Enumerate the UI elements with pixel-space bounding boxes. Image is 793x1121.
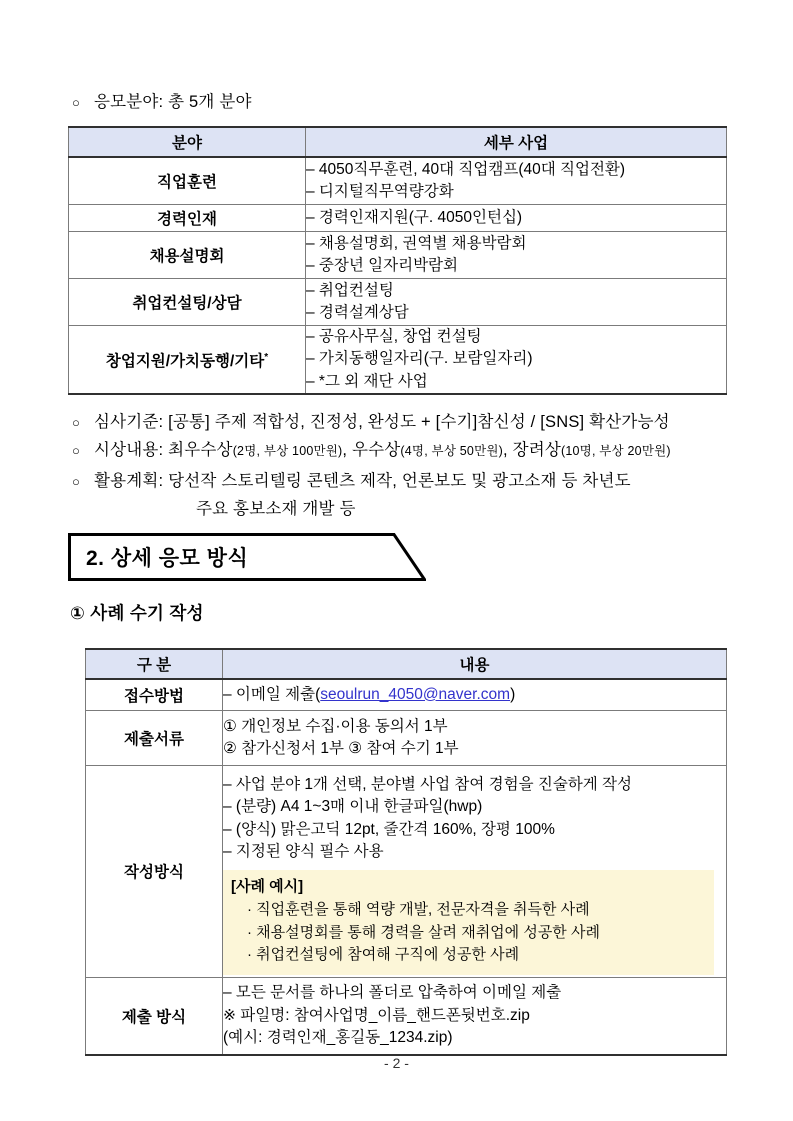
table-row [86,711,727,766]
example-box-title: [사례 예시] [231,877,304,895]
bullet-marker: ○ [72,415,81,430]
cell-details [306,279,727,326]
example-item: · 취업컨설팅에 참여해 구직에 성공한 사례 [247,946,520,964]
cell-content [223,766,727,978]
bullet-marker: ○ [72,474,81,489]
content-line: ① 개인정보 수집·이용 동의서 1부 [223,717,448,735]
cell-content [223,977,727,1055]
bullet-text: 심사기준: [공통] 주제 적합성, 진정성, 완성도 + [수기]참신성 / [SNS] 확산가능성 [94,413,670,431]
section-banner [68,533,426,581]
column-header-content: 내용 [223,649,727,679]
awards-label: 시상내용: [94,441,169,459]
bullet-usage-plan [72,467,631,491]
page-footer: - 2 - [384,1055,409,1071]
cell-category-label: 창업지원/가치동행/기타 [105,352,265,370]
detail-line: – 중장년 일자리박람회 [306,257,458,274]
table-row [69,205,727,232]
cell-category [69,326,306,395]
cell-division: 제출서류 [86,711,223,766]
detail-line: – 경력인재지원(구. 4050인턴십) [306,208,523,226]
cell-details [306,205,727,232]
example-item: · 채용설명회를 통해 경력을 살려 재취업에 성공한 사례 [247,923,600,941]
table-row [69,232,727,279]
cell-details [306,326,727,395]
award-separator: , [503,441,513,459]
content-line: – (분량) A4 1~3매 이내 한글파일(hwp) [223,798,483,816]
bullet-fields [72,88,252,112]
cell-category-superscript: * [264,351,269,363]
table-row [69,157,727,205]
bullet-marker: ○ [72,95,81,110]
column-header-category: 분야 [69,127,306,157]
content-line: – 모든 문서를 하나의 폴더로 압축하여 이메일 제출 [223,984,562,1002]
bullet-usage-plan-continued [196,495,356,519]
cell-category: 채용설명회 [69,232,306,279]
content-line: ② 참가신청서 1부 ③ 참여 수기 1부 [223,740,459,757]
content-line: – 지정된 양식 필수 사용 [223,843,384,861]
award-detail: (2명, 부상 100만원) [232,444,343,458]
award-detail: (10명, 부상 20만원) [561,444,671,458]
table-row [86,679,727,711]
content-line: (예시: 경력인재_홍길동_1234.zip) [223,1029,453,1047]
bullet-awards [72,436,671,460]
email-link[interactable]: seoulrun_4050@naver.com [320,685,511,703]
detail-line: – 공유사무실, 창업 컨설팅 [306,328,482,345]
line-prefix: – 이메일 제출( [223,685,321,703]
cell-division: 접수방법 [86,679,223,711]
content-line: – 사업 분야 1개 선택, 분야별 사업 참여 경험을 진술하게 작성 [223,776,632,793]
cell-content [223,711,727,766]
table-header-row [86,649,727,679]
award-detail: (4명, 부상 50만원) [400,444,503,458]
award-separator: , [342,441,352,459]
award-name: 장려상 [512,441,561,459]
subsection-heading: ① 사례 수기 작성 [70,603,204,623]
example-box [223,870,714,975]
section-title: 2. 상세 응모 방식 [86,547,249,570]
content-line: – (양식) 맑은고딕 12pt, 줄간격 160%, 장평 100% [223,820,555,838]
cell-division: 제출 방식 [86,977,223,1055]
cell-division: 작성방식 [86,766,223,978]
table-row [86,977,727,1055]
column-header-division: 구 분 [86,649,223,679]
bullet-text [94,436,671,460]
cell-category: 경력인재 [69,205,306,232]
method-table [85,648,727,1056]
detail-line: – *그 외 재단 사업 [306,372,428,390]
award-name: 우수상 [352,441,401,459]
content-line: ※ 파일명: 참여사업명_이름_핸드폰뒷번호.zip [223,1006,530,1024]
line-suffix: ) [510,685,516,703]
bullet-text: 활용계획: 당선작 스토리텔링 콘텐츠 제작, 언론보도 및 광고소재 등 차년도 [94,472,631,490]
table-header-row [69,127,727,157]
detail-line: – 디지털직무역량강화 [306,183,454,200]
cell-content [223,679,727,711]
example-item: · 직업훈련을 통해 역량 개발, 전문자격을 취득한 사례 [247,901,590,919]
award-name: 최우수상 [168,441,233,459]
detail-line: – 경력설계상담 [306,304,409,321]
fields-table [68,126,727,395]
bullet-marker: ○ [72,443,81,458]
cell-details [306,232,727,279]
cell-category: 취업컨설팅/상담 [69,279,306,326]
table-row [69,326,727,395]
table-row [86,766,727,978]
bullet-text-continued: 주요 홍보소재 개발 등 [196,500,356,518]
detail-line: – 4050직무훈련, 40대 직업캠프(40대 직업전환) [306,160,626,178]
detail-line: – 가치동행일자리(구. 보람일자리) [306,350,533,368]
content-line [223,684,726,706]
bullet-text: 응모분야: 총 5개 분야 [94,93,252,111]
table-row [69,279,727,326]
bullet-criteria [72,408,670,432]
cell-category: 직업훈련 [69,157,306,205]
cell-details [306,157,727,205]
detail-line: – 취업컨설팅 [306,281,394,299]
column-header-details: 세부 사업 [306,127,727,157]
detail-line: – 채용설명회, 권역별 채용박람회 [306,234,527,252]
